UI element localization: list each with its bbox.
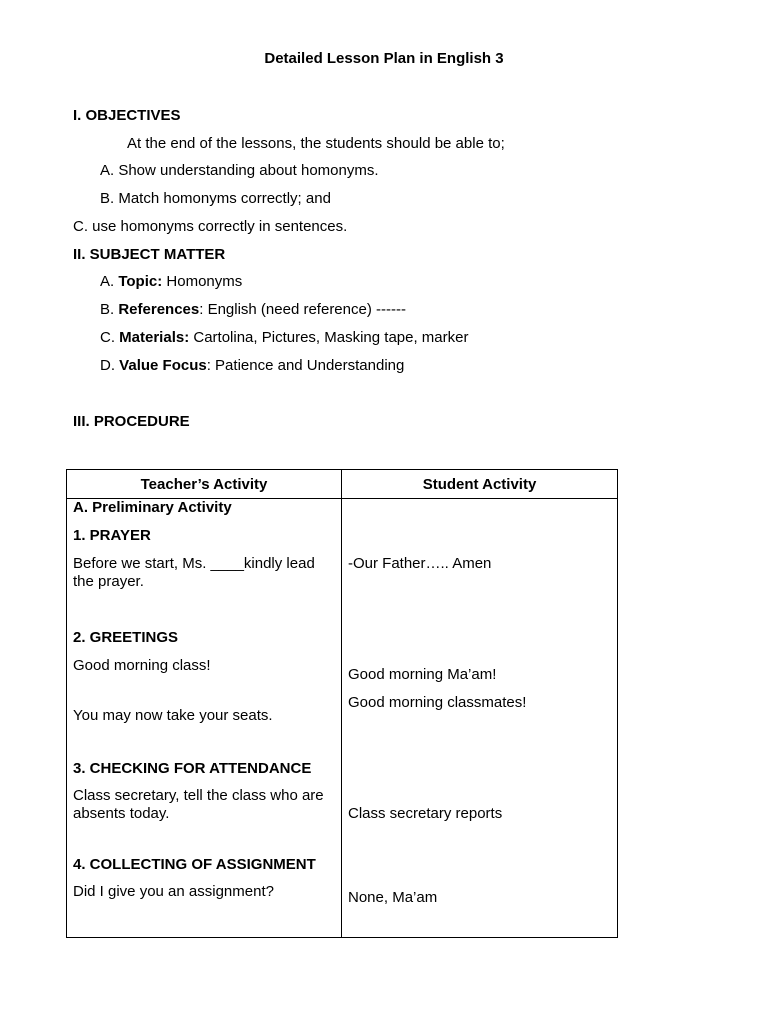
teacher-greeting: Good morning class! [73, 657, 211, 674]
procedure-heading: III. PROCEDURE [73, 413, 190, 430]
attendance-response: Class secretary reports [348, 805, 503, 822]
table-header-row [67, 470, 618, 499]
objective-item: C. use homonyms correctly in sentences. [73, 218, 348, 235]
page-title: Detailed Lesson Plan in English 3 [264, 50, 504, 67]
objective-item: A. Show understanding about homonyms. [100, 162, 379, 179]
prayer-heading: 1. PRAYER [73, 527, 151, 544]
prayer-response: -Our Father….. Amen [348, 555, 492, 572]
teacher-seat-instruction: You may now take your seats. [73, 707, 273, 724]
subject-matter-heading: II. SUBJECT MATTER [73, 246, 226, 263]
table-row [67, 499, 618, 938]
assignment-response: None, Ma’am [348, 889, 438, 906]
student-greeting-classmates: Good morning classmates! [348, 694, 527, 711]
prayer-instruction: Before we start, Ms. ____kindly lead the prayer. [73, 555, 315, 590]
attendance-instruction: Class secretary, tell the class who are absents today. [73, 787, 324, 822]
objectives-intro: At the end of the lessons, the students should be able to; [127, 135, 505, 152]
preliminary-activity-heading: A. Preliminary Activity [73, 499, 232, 516]
subject-item-materials: C. Materials: Cartolina, Pictures, Masking tape, marker [100, 329, 469, 346]
assignment-heading: 4. COLLECTING OF ASSIGNMENT [73, 856, 316, 873]
procedure-table [66, 469, 618, 938]
student-greeting-response: Good morning Ma’am! [348, 666, 497, 683]
subject-item-references: B. References: English (need reference) ------ [100, 301, 406, 318]
teacher-activity-cell [67, 499, 342, 938]
assignment-question: Did I give you an assignment? [73, 883, 274, 900]
objective-item: B. Match homonyms correctly; and [100, 190, 331, 207]
subject-item-topic: A. Topic: Homonyms [100, 273, 243, 290]
greetings-heading: 2. GREETINGS [73, 629, 179, 646]
column-header-student: Student Activity [342, 470, 618, 499]
attendance-heading: 3. CHECKING FOR ATTENDANCE [73, 760, 312, 777]
column-header-teacher: Teacher’s Activity [67, 470, 342, 499]
objectives-heading: I. OBJECTIVES [73, 107, 181, 124]
subject-item-value-focus: D. Value Focus: Patience and Understanding [100, 357, 405, 374]
student-activity-cell [342, 499, 618, 938]
